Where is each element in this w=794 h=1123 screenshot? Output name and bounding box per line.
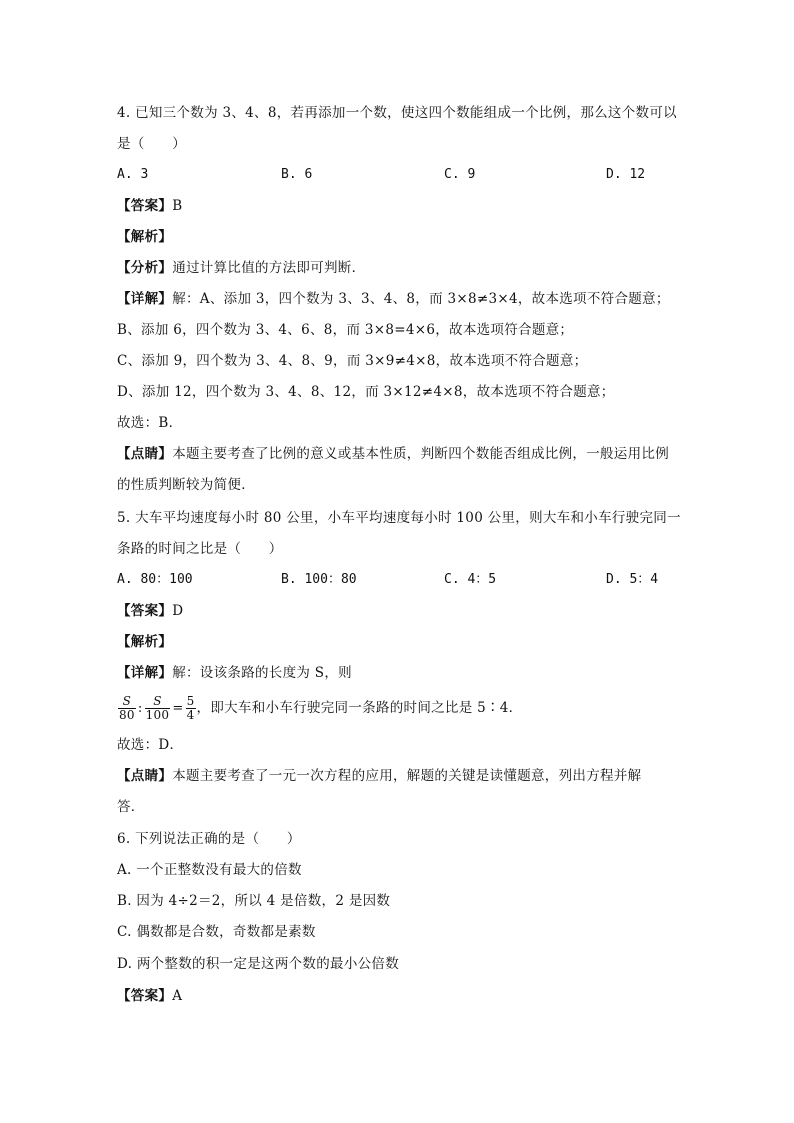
q6-answer	[117, 986, 182, 1006]
q4-option-c: C. 9	[444, 167, 476, 182]
fraction-s-over-100	[145, 695, 171, 722]
fraction-numerator: S	[118, 695, 136, 709]
xiangjie-tag: 【详解】	[117, 665, 173, 681]
q6-option-a: A. 一个正整数没有最大的倍数	[117, 862, 302, 878]
q5-dianjing-line2: 答．	[117, 799, 145, 815]
fraction-s-over-80	[118, 695, 136, 722]
q4-option-a: A. 3	[117, 167, 149, 182]
q6-stem: 6. 下列说法正确的是（ ）	[117, 831, 301, 847]
fraction-denominator: 100	[145, 708, 170, 722]
formula-tail: ，即大车和小车行驶完同一条路的时间之比是 5∶4．	[196, 700, 523, 716]
fraction-5-over-4	[186, 695, 196, 722]
q4-option-d: D. 12	[606, 167, 646, 182]
q4-dianjing	[117, 444, 669, 464]
fraction-denominator: 4	[186, 708, 195, 722]
q4-stem-line2: 是（ ）	[117, 136, 186, 152]
q6-option-d: D. 两个整数的积一定是这两个数的最小公倍数	[117, 956, 400, 972]
analysis-tag: 【解析】	[117, 229, 173, 245]
q5-option-a: A. 80：100	[117, 572, 193, 587]
q5-stem-line1: 5. 大车平均速度每小时 80 公里，小车平均速度每小时 100 公里，则大车和小车行驶完同一	[117, 510, 681, 526]
answer-value: B	[172, 198, 183, 214]
q5-conclusion: 故选：D．	[117, 737, 184, 753]
dianjing-tag: 【点睛】	[117, 768, 173, 784]
q5-option-c: C. 4：5	[444, 572, 497, 587]
fenxi-tag: 【分析】	[117, 260, 173, 276]
q6-option-b: B. 因为 4÷2＝2，所以 4 是倍数，2 是因数	[117, 893, 391, 909]
q4-option-b: B. 6	[281, 167, 313, 182]
q5-option-d: D. 5：4	[606, 572, 659, 587]
q5-xiangjie	[117, 663, 352, 683]
dianjing-text: 本题主要考查了比例的意义或基本性质，判断四个数能否组成比例，一般运用比例	[172, 446, 670, 462]
q5-answer	[117, 601, 183, 621]
q5-analysis-title	[117, 632, 172, 652]
q5-option-b: B. 100：80	[281, 572, 357, 587]
dianjing-text: 本题主要考查了一元一次方程的应用，解题的关键是读懂题意，列出方程并解	[172, 768, 642, 784]
xiangjie-text: 解：设该条路的长度为 S，则	[172, 665, 352, 681]
fenxi-text: 通过计算比值的方法即可判断．	[172, 260, 366, 276]
q5-stem-line2: 条路的时间之比是（ ）	[117, 541, 283, 557]
fraction-denominator: 80	[119, 708, 135, 722]
q4-dianjing-line2: 的性质判断较为简便．	[117, 477, 255, 493]
answer-value: D	[172, 603, 184, 619]
dianjing-tag: 【点睛】	[117, 446, 173, 462]
answer-tag: 【答案】	[117, 988, 173, 1004]
fraction-numerator: 5	[186, 694, 195, 708]
xiangjie-tag: 【详解】	[117, 291, 173, 307]
q4-conclusion: 故选：B．	[117, 415, 183, 431]
q4-xiangjie	[117, 289, 670, 309]
answer-tag: 【答案】	[117, 198, 173, 214]
q5-formula-line	[117, 693, 522, 724]
q4-line-c: C、添加 9，四个数为 3、4、8、9，而 3×9≠4×8，故本选项不符合题意；	[117, 353, 588, 369]
q6-option-c: C. 偶数都是合数，奇数都是素数	[117, 924, 316, 940]
ratio-colon: :	[137, 700, 143, 716]
q4-line-b: B、添加 6，四个数为 3、4、6、8，而 3×8=4×6，故本选项符合题意；	[117, 322, 574, 338]
answer-value: A	[172, 988, 183, 1004]
fraction-numerator: S	[145, 695, 171, 709]
analysis-tag: 【解析】	[117, 634, 173, 650]
q4-stem-line1: 4. 已知三个数为 3、4、8，若再添加一个数，使这四个数能组成一个比例，那么这个数可以	[117, 105, 677, 121]
q4-answer	[117, 196, 182, 216]
q4-fenxi	[117, 258, 365, 278]
answer-tag: 【答案】	[117, 603, 173, 619]
xiangjie-text: 解：A、添加 3，四个数为 3、3、4、8，而 3×8≠3×4，故本选项不符合题意；	[172, 291, 670, 307]
q5-dianjing	[117, 766, 641, 786]
equals-sign: =	[172, 700, 184, 716]
q4-analysis-title	[117, 227, 172, 247]
q4-line-d: D、添加 12，四个数为 3、4、8、12，而 3×12≠4×8，故本选项不符合题意；	[117, 384, 615, 400]
